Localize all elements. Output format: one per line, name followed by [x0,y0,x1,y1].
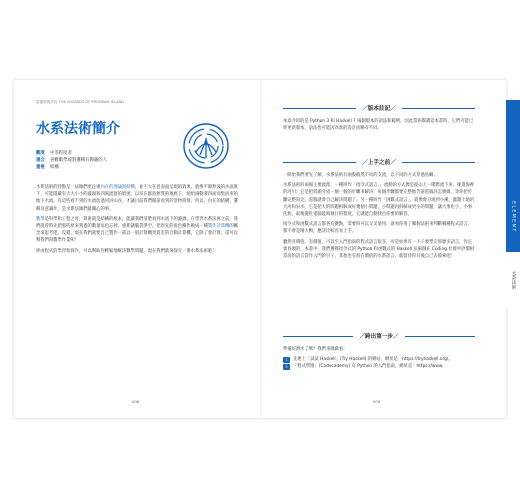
meta-row-difficulty [36,150,146,157]
page-number: 008 [132,399,140,404]
step-number: 1 [283,357,290,363]
side-tab-element[interactable]: E L E M E N T [506,180,520,252]
highlight-text: 製作計算機 [207,224,230,230]
section-title: ／跨出第一步／ [359,334,399,340]
paragraph: 雖然有價值，有價值，可以至入門指南的程式語言很多，可是如果有一下子要學完那麼多語言，肯定會昏頭的，本書中，我們選擇指令式的 Python 和函數式的 Haskell 法兩個在 Coding 社群中評價相當高的語言當作入門的引子，其他也有很有價值的水系語言，就留待你日後自己去摸索吧！ [283,239,475,260]
divider [283,108,356,109]
highlight-text: 數學 [36,216,45,222]
section-title: ／版本註記／ [362,106,396,112]
text-run: 的概念來思考吧，沒錯，現在我們就要自己製作一部以一般計算機更寬室的自動計算機，它除了會計算，還可以幫我們寫數學作業呢！ [36,224,238,244]
paragraph [36,248,241,255]
section-heading [283,158,475,166]
paragraph: 指令式和函數式語言都各有優點，需要時可以交叉使用，就看你用了哪個法術來判斷哪種程式語言，都不會是壞大鴨，應該比較容易上手。 [283,222,473,235]
meta-value: 中等程度者 [50,151,72,156]
step-item [283,356,475,363]
meta-row-suitable [36,157,146,164]
paragraph [36,216,241,245]
step-text: 先連上「試試 Haskell」(Try Haskell) 的網站，網址是：https://tryhaskell.org/。 [293,357,453,363]
left-page [14,80,260,418]
section-heading [283,104,475,112]
section-version-note [283,104,475,135]
section-body [283,172,475,260]
step-number: 2 [283,364,290,370]
highlight-text: 內在的理論與結構 [100,185,135,190]
paragraph [36,184,241,213]
paragraph: 準備好潛水了嗎？我們來做做看： [283,347,348,352]
step-text: 「程式學園」(Codecademy) 有 Python 的入門指南，網址是：https://www. [293,364,444,370]
meta-key: 難度 [36,151,45,156]
section-first-step [283,332,475,371]
section-before-start [283,158,475,263]
divider [402,108,475,109]
section-body [283,346,475,371]
paragraph: 一開始我們要先了解，水系法術有兩股截然不同的支流，以不同的方式穿過島嶼。 [283,173,438,178]
step-item [283,363,475,370]
meta-key: 重視 [36,165,45,170]
divider [283,336,353,337]
side-tab-water-spells[interactable]: 水系法術 [506,252,520,308]
paragraph: 水系法術的兩個主要流派：一種叫作「指令式語言」，流動的方式像是從山上一階階流下來，匯進海裡的河川；它是把問題分成一個一個的步驟來解決，每個步驟都要完整地告訴電腦該怎麼做，等你把步驟完整寫完，電腦就會自己解決問題了。另一種叫作「函數式語言」，就像會分流到小溪、灌溉土地的大河和泉水，它是把大的問題拆解成好幾個小問題，小問題再拆解成更小的問題，讓大事化小、小事化無，最後變化電腦能夠執行的程度，它就能自動找出你要的解答。 [283,183,475,218]
intro-body [36,184,241,258]
section-title: ／上手之前／ [362,160,396,166]
water-emblem-icon [182,122,230,170]
divider [402,162,475,163]
meta-value: 結構 [50,165,59,170]
paragraph: 本章介紹的是 Python 3 和 Haskell 7 兩個版本的語法和範例，因此當你閱讀這本書時，它們可能已經更新版本，語法也可能因為新的設計而略有不同。 [283,119,474,132]
text-run: ，並不大在意表面呈現的效果。就像平靜無波的水面底下，可能隱藏有大大小小的漩渦和四處流竄的暗流；以及在群島無質的地底下，悄悄滴動著四面而集而來的地下水流。有這些看不到的水流幼過河洪山谷，才讓目前我們眼前看到的景物萌發。所以，內在的結構、邏輯及意識作，是水系法師們最關心的事。 [36,185,238,212]
meta-key: 適合 [36,158,45,163]
divider [283,162,356,163]
page-number: 009 [373,399,381,404]
section-heading [283,332,475,340]
chapter-title: 水系法術簡介 [36,121,120,137]
book-spread [14,80,516,418]
meta-row-focus [36,164,146,171]
right-page [261,80,516,418]
divider [405,336,475,337]
text-run: 是科學和工程之母，算術就是結構的根本，能讓我們清楚看到水流下的漩渦。在學習水系法術之前，我們就曾時先把那些原來熟悉的數量角色忘掉，重新讓腦袋淨空，把原先的角色操作換成一種 [36,216,238,230]
text-run: 經由程式的學習和寫作，可以幫助你輕鬆地解決數學問題。現在我們就來探究一番水系法術吧！ [36,248,217,254]
meta-value: 喜歡數學或對邏輯有興趣的人 [50,158,108,163]
text-run: 水系法術的特點是：法師們更注重 [36,185,101,190]
spell-meta [36,150,146,171]
edge-accent-bar [506,100,520,180]
running-header: 雷德蒙的法杖 THE WIZARDS OF PROGRAM ISLAND [36,100,124,104]
section-body [283,118,475,132]
